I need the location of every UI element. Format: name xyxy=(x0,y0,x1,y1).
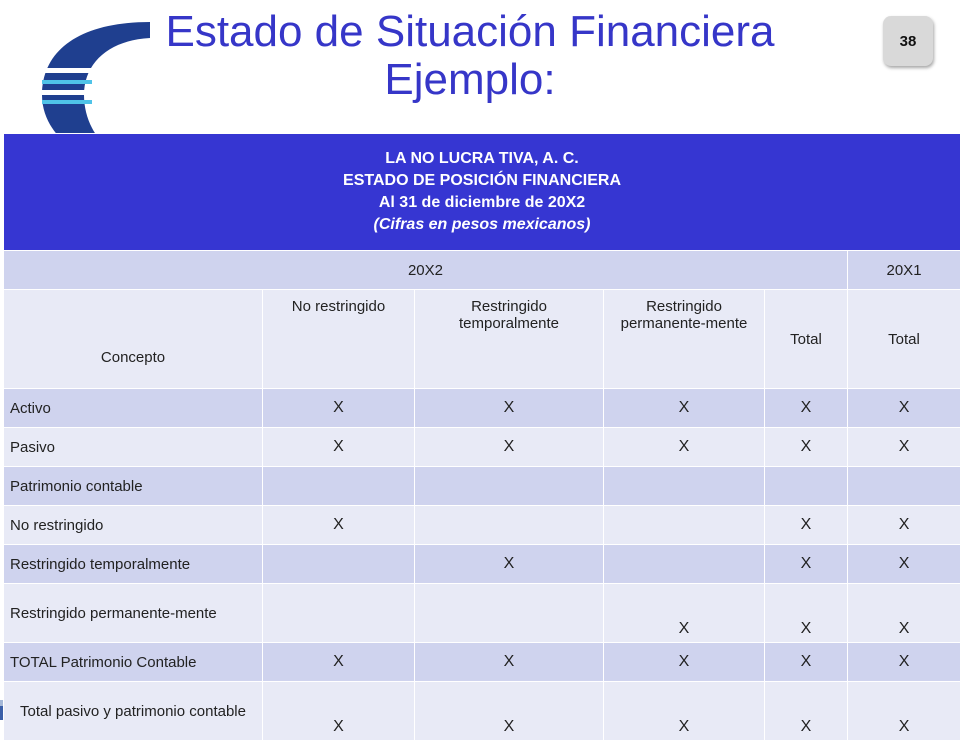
row-value xyxy=(415,467,604,506)
statement-name: ESTADO DE POSICIÓN FINANCIERA xyxy=(4,170,960,192)
statement-date: Al 31 de diciembre de 20X2 xyxy=(4,192,960,214)
row-value: X xyxy=(848,389,960,428)
title-line-2: Ejemplo: xyxy=(110,56,830,104)
table-row xyxy=(4,467,960,506)
row-value xyxy=(263,467,415,506)
row-value: X xyxy=(415,428,604,467)
table-row xyxy=(4,428,960,467)
row-value: X xyxy=(765,584,848,643)
row-label: Patrimonio contable xyxy=(4,467,263,506)
slide-number-badge: 38 xyxy=(883,16,933,66)
row-value: X xyxy=(604,643,765,682)
row-value: X xyxy=(263,428,415,467)
table-row xyxy=(4,584,960,643)
currency-note: (Cifras en pesos mexicanos) xyxy=(4,214,960,236)
row-value xyxy=(604,545,765,584)
row-label: TOTAL Patrimonio Contable xyxy=(4,643,263,682)
col-header-concept: Concepto xyxy=(4,290,263,389)
row-value xyxy=(263,584,415,643)
title-line-1: Estado de Situación Financiera xyxy=(110,8,830,56)
statement-header xyxy=(4,134,960,251)
row-value: X xyxy=(604,682,765,741)
page-title xyxy=(110,8,830,104)
col-header-temp-restricted: Restringido temporalmente xyxy=(415,290,604,389)
row-label: Activo xyxy=(4,389,263,428)
row-value: X xyxy=(263,643,415,682)
row-value xyxy=(263,545,415,584)
row-label: Restringido permanente-mente xyxy=(4,584,263,643)
row-value: X xyxy=(604,428,765,467)
col-header-total-prior: Total xyxy=(848,290,960,389)
table-row xyxy=(4,682,960,741)
row-value: X xyxy=(415,389,604,428)
row-value xyxy=(604,506,765,545)
row-value: X xyxy=(765,682,848,741)
table-row xyxy=(4,545,960,584)
col-header-perm-restricted: Restringido permanente-mente xyxy=(604,290,765,389)
row-value: X xyxy=(848,643,960,682)
row-value: X xyxy=(415,682,604,741)
table-row xyxy=(4,389,960,428)
row-value: X xyxy=(415,643,604,682)
col-header-unrestricted: No restringido xyxy=(263,290,415,389)
org-name: LA NO LUCRA TIVA, A. C. xyxy=(4,148,960,170)
row-value: X xyxy=(848,428,960,467)
financial-statement-table xyxy=(3,133,960,741)
row-value: X xyxy=(765,643,848,682)
row-value: X xyxy=(263,506,415,545)
row-value: X xyxy=(765,428,848,467)
row-value: X xyxy=(848,682,960,741)
column-header-row xyxy=(4,290,960,389)
table-row xyxy=(4,643,960,682)
year-current: 20X2 xyxy=(4,251,848,290)
row-value xyxy=(415,584,604,643)
row-value: X xyxy=(604,584,765,643)
row-value xyxy=(415,506,604,545)
year-prior: 20X1 xyxy=(848,251,960,290)
row-label: Total pasivo y patrimonio contable xyxy=(4,682,263,741)
col-header-total: Total xyxy=(765,290,848,389)
row-value: X xyxy=(765,506,848,545)
row-value: X xyxy=(604,389,765,428)
row-value xyxy=(765,467,848,506)
row-value: X xyxy=(848,545,960,584)
row-label: Restringido temporalmente xyxy=(4,545,263,584)
row-label: No restringido xyxy=(4,506,263,545)
row-value: X xyxy=(415,545,604,584)
row-value: X xyxy=(765,545,848,584)
row-value: X xyxy=(263,389,415,428)
row-value xyxy=(848,467,960,506)
row-value xyxy=(604,467,765,506)
row-label: Pasivo xyxy=(4,428,263,467)
row-value: X xyxy=(848,584,960,643)
table-row xyxy=(4,506,960,545)
row-value: X xyxy=(765,389,848,428)
row-value: X xyxy=(848,506,960,545)
row-value: X xyxy=(263,682,415,741)
